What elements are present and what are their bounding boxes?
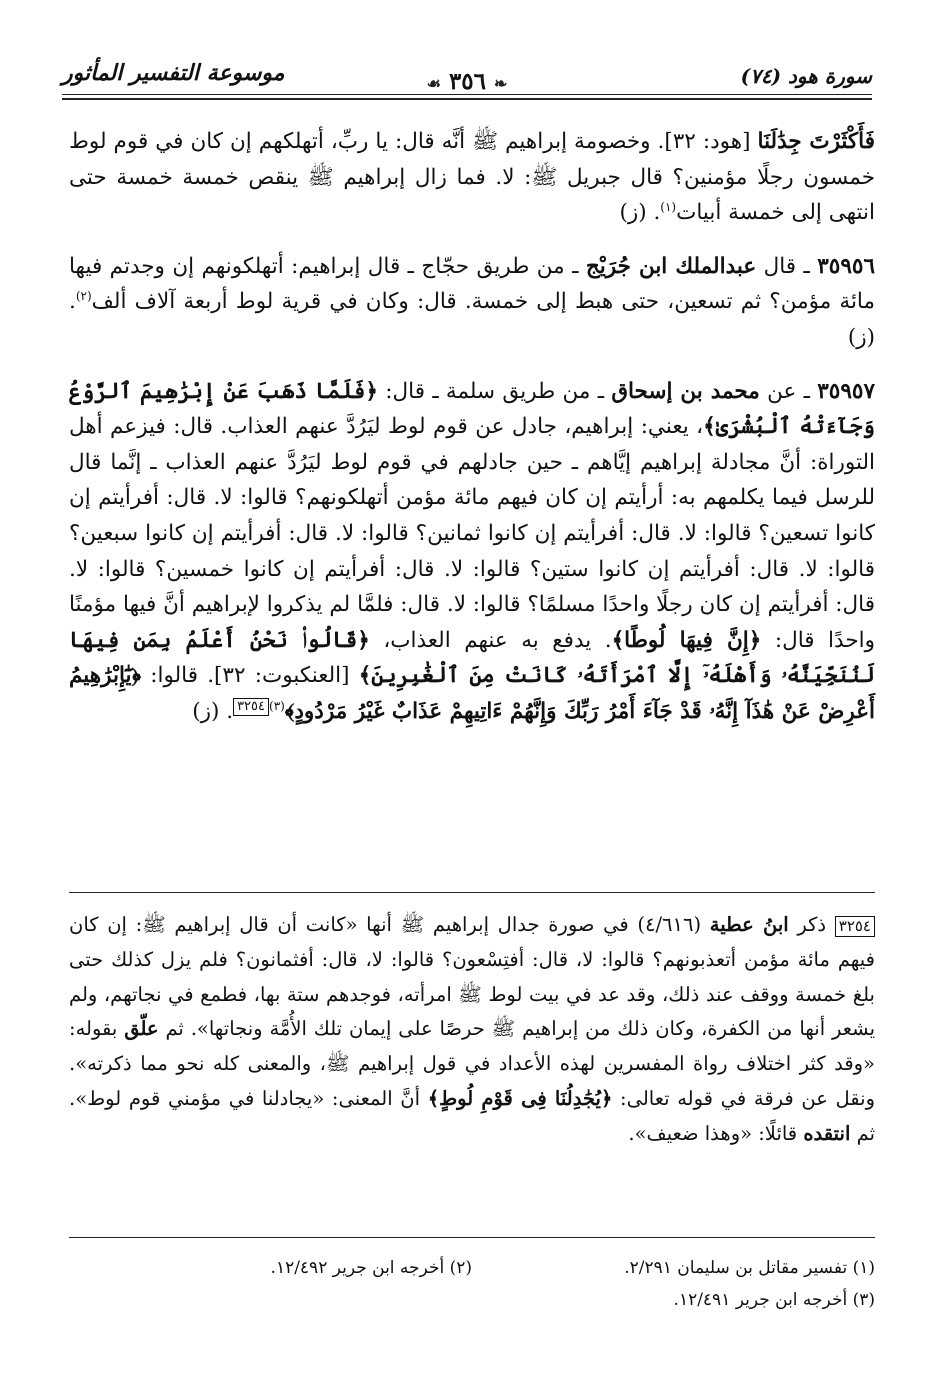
paragraph-1 <box>69 124 875 231</box>
quran-quote: ﴿يَٰٓإِبْرَٰهِيمُ أَعْرِضْ عَنْ هَٰذَآ إِنَّهُۥ قَدْ جَآءَ أَمْرُ رَبِّكَ وَإِنَّهُمْ ءَاتِيهِمْ عَذَابٌ غَيْرُ مَرْدُودٍ﴾ <box>69 663 875 724</box>
paragraph-text: ـ من طريق سلمة ـ قال: <box>378 378 612 404</box>
commentary-block <box>69 908 875 1152</box>
paragraph-text: ـ من طريق حجّاج ـ قال إبراهيم: أتهلكونهم إن وجدتم فيها مائة مؤمن؟ ثم تسعين، حتى هبط إلى خمسة. قال: وكان في قرية لوط أربعة آلاف ألف <box>69 253 875 315</box>
commentary-separator <box>69 892 875 893</box>
footnote-1: (١) تفسير مقاتل بن سليمان ٢/٢٩١. <box>624 1258 875 1278</box>
commentary-ref-box[interactable]: ٣٢٥٤ <box>233 698 269 716</box>
commentary-text: أنَّ المعنى: «يجادلنا في مؤمني قوم لوط». ثم <box>69 1086 875 1145</box>
quran-quote: ﴿إِنَّ فِيهَا لُوطًا﴾ <box>611 627 762 653</box>
commentary-text: ذكر <box>788 913 835 936</box>
commentary-text: بقوله: «وقد كثر اختلاف رواة المفسرين لهذه الأعداد في قول إبراهيم ﷺ، والمعنى كله نحو مما ذكرته». ونقل عن فرقة في قوله تعالى: <box>69 1017 875 1110</box>
narrator-name: عبدالملك ابن جُرَيْج <box>585 253 757 279</box>
hadith-number: ٣٥٩٥٦ <box>817 253 875 279</box>
commentary-text: (٤/٦١٦) في صورة جدال إبراهيم ﷺ أنها «كانت أن قال إبراهيم ﷺ: إن كان فيهم مائة مؤمن أتعذبونهم؟ قالوا: لا، قال: أفتِسْعون؟ قالوا: لا، قال: أفثمانون؟ فلم يزل كذلك حتى بلغ خمسة ووقف عند ذلك، وقد عد في بيت لوط ﷺ امرأته، فوجدهم ستة بها، فطمع في نجاتهم، ولم يشعر أنها من الكفرة، وكان ذلك من إبراهيم ﷺ حرصًا على إيمان تلك الأُمَّة ونجاتها». ثم <box>69 913 875 1041</box>
paragraph-text: ، يعني: إبراهيم، جادل عن قوم لوط ليَرُدَّ عنهم العذاب. قال: فيزعم أهل التوراة: أنَّ مجادلة إبراهيم إيَّاهم ـ حين جادلهم في قوم لوط ليَرُدَّ عنهم العذاب ـ إنَّما قال للرسل فيما يكلمهم به: أرأيتم إن كان فيهم مائة مؤمن أتهلكونهم؟ قالوا: لا. قال: أفرأيتم إن كانوا تسعين؟ قالوا: لا. قال: أفرأيتم إن كانوا ثمانين؟ قالوا: لا. قال: أفرأيتم إن كانوا سبعين؟ قالوا: لا. قال: أفرأيتم إن كانوا ستين؟ قالوا: لا. قال: أفرأيتم إن كانوا خمسين؟ قالوا: لا. قال: أفرأيتم إن كان رجلًا واحدًا مسلمًا؟ قالوا: لا. قال: فلمَّا لم يذكروا لإبراهيم أنَّ فيها مؤمنًا واحدًا قال: <box>69 414 875 653</box>
quran-quote: ﴿فَلَمَّا ذَهَبَ عَنْ إِبْرَٰهِيمَ ٱلرَّوْعُ وَجَآءَتْهُ ٱلْبُشْرَىٰ﴾ <box>69 378 875 440</box>
commentary-number-box: ٣٢٥٤ <box>835 916 875 937</box>
ornament-icon: ❧ <box>494 74 508 93</box>
surah-title: سورة هود (٧٤) <box>740 64 872 88</box>
paragraph-3 <box>69 374 875 730</box>
footnotes <box>69 1252 875 1316</box>
paragraph-end: . (ز) <box>619 200 661 226</box>
footnote-marker[interactable]: (٢) <box>75 289 92 304</box>
footnote-marker[interactable]: (٣) <box>269 698 285 713</box>
page-header <box>62 58 872 102</box>
quran-quote: ﴿يُجَٰدِلُنَا فِى قَوْمِ لُوطٍ﴾ <box>427 1086 613 1110</box>
paragraph-text: [العنكبوت: ٣٢]. قالوا: <box>141 663 359 689</box>
paragraph-text: ـ قال <box>756 253 818 279</box>
quran-quote: ﴿قَالُوا۟ نَحْنُ أَعْلَمُ بِمَن فِيهَا لَنُنَجِّيَنَّهُۥ وَأَهْلَهُۥٓ إِلَّا ٱمْرَأَتَهُۥ كَانَتْ مِنَ ٱلْغَٰبِرِينَ﴾ <box>69 627 875 689</box>
footnote-row <box>69 1284 875 1316</box>
book-title: موسوعة التفسير المأثور <box>62 60 285 86</box>
paragraph-text: ـ عن <box>759 378 818 404</box>
commentary-verb: انتقده <box>803 1121 851 1145</box>
footnote-row <box>69 1252 875 1284</box>
header-rule <box>62 94 872 95</box>
hadith-number: ٣٥٩٥٧ <box>817 378 875 404</box>
paragraph-text: . يدفع به عنهم العذاب، <box>369 627 612 653</box>
commentary-verb: علّق <box>124 1017 159 1041</box>
footnote-marker[interactable]: (١) <box>660 200 677 215</box>
header-rule-thick <box>62 98 872 100</box>
ornament-icon: ☙ <box>426 74 441 93</box>
commentary-text: قائلًا: «وهذا ضعيف». <box>628 1121 804 1145</box>
narrator-name: محمد بن إسحاق <box>611 378 760 404</box>
main-text <box>69 124 875 748</box>
footnote-3: (٣) أخرجه ابن جرير ١٢/٤٩١. <box>673 1290 875 1310</box>
page-number: ٣٥٦ <box>448 68 486 95</box>
paragraph-end: . (ز) <box>69 289 875 350</box>
paragraph-2 <box>69 249 875 356</box>
author-name: ابنُ عطية <box>709 913 789 936</box>
paragraph-end: . (ز) <box>192 698 234 724</box>
footnote-2: (٢) أخرجه ابن جرير ١٢/٤٩٢. <box>270 1258 472 1278</box>
footnote-separator <box>69 1237 875 1238</box>
paragraph-text: [هود: ٣٢]. وخصومة إبراهيم ﷺ أنَّه قال: يا ربِّ، أتهلكهم إن كان في قوم لوط خمسون رجلًا مؤمنين؟ قال جبريل ﷺ: لا. فما زال إبراهيم ﷺ ينقص خمسة خمسة حتى انتهى إلى خمسة أبيات <box>69 129 875 226</box>
quran-quote: فَأَكْثَرْتَ جِدَٰلَنَا <box>757 129 875 154</box>
